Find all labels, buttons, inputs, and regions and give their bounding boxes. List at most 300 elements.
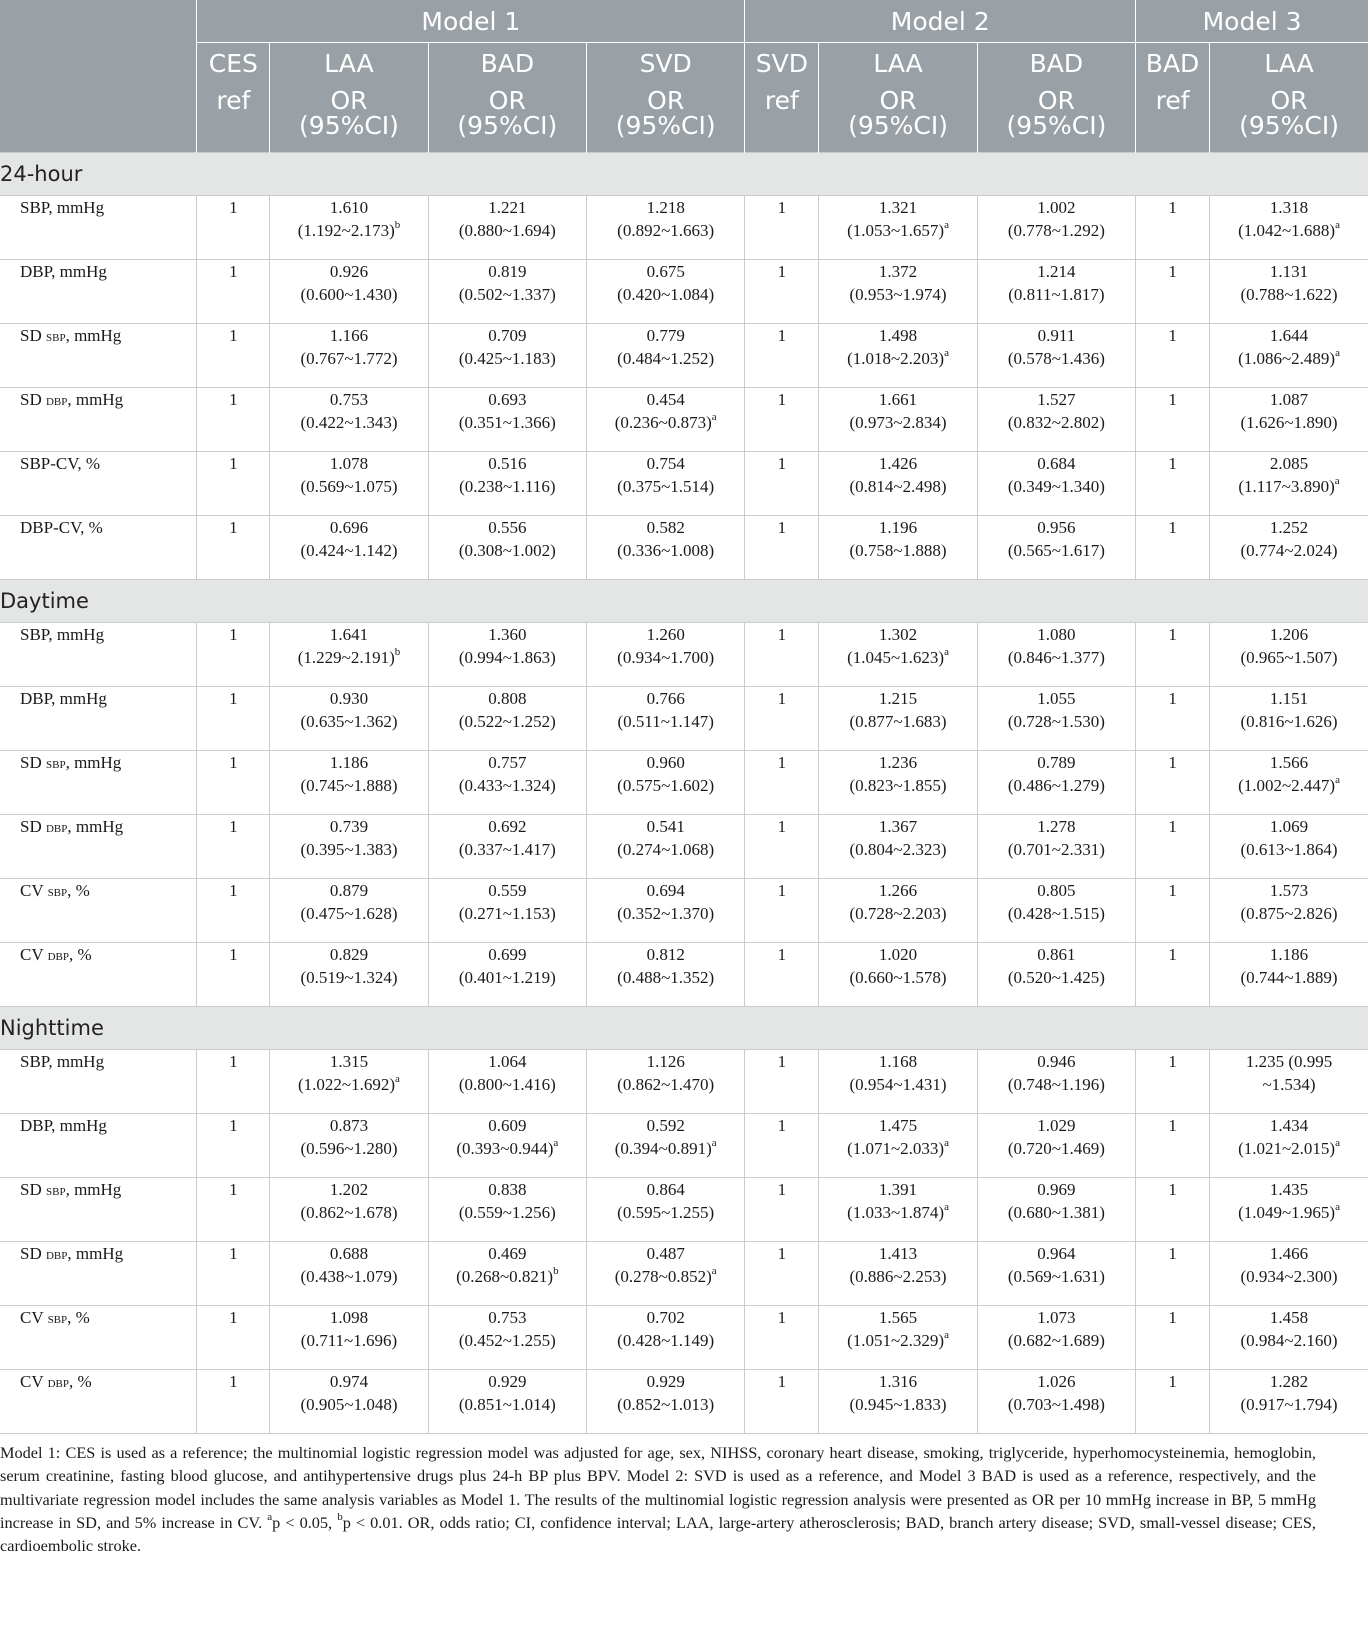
ci-line: [978, 283, 1135, 306]
or-value: 1: [777, 518, 787, 537]
or-cell: [819, 260, 977, 324]
ci-line: [270, 1137, 427, 1160]
significance-marker: a: [944, 646, 949, 659]
or-value: 0.974: [329, 1372, 369, 1391]
ci-value: (0.596~1.280): [300, 1139, 398, 1158]
or-value: 1.131: [1269, 262, 1309, 281]
ci-line: [819, 774, 976, 797]
or-cell: [1210, 452, 1368, 516]
ref-cell: [745, 1242, 819, 1306]
ci-line: [270, 219, 427, 242]
ci-value: (0.728~1.530): [1007, 712, 1105, 731]
or-cell: [819, 452, 977, 516]
row-label-subscript: DBP: [45, 1250, 68, 1262]
or-cell: [977, 260, 1135, 324]
ref-cell: [197, 1114, 270, 1178]
ci-line: [819, 411, 976, 434]
ref-cell: [745, 196, 819, 260]
row-label-suffix: , %: [68, 1372, 92, 1391]
row-label: [0, 751, 197, 815]
or-value: 1.126: [646, 1052, 685, 1071]
or-value: 1.235 (0.995: [1245, 1052, 1333, 1071]
or-cell: [1210, 751, 1368, 815]
ref-cell: [197, 687, 270, 751]
ci-value: (0.934~2.300): [1240, 1267, 1338, 1286]
ci-line: [587, 411, 744, 434]
group-header: SVD: [587, 43, 745, 85]
or-cell: [819, 687, 977, 751]
ci-value: (0.236~0.873): [614, 413, 712, 432]
ci-line: [1210, 1073, 1368, 1096]
significance-marker: a: [1335, 1137, 1340, 1150]
or-value: 1: [777, 1052, 787, 1071]
ci-value: (0.575~1.602): [617, 776, 715, 795]
ref-cell: [745, 388, 819, 452]
ref-cell: [1136, 751, 1210, 815]
or-value: 1.644: [1269, 326, 1309, 345]
ref-cell: [745, 260, 819, 324]
ci-line: [429, 411, 586, 434]
ci-line: [587, 347, 744, 370]
ref-cell: [1136, 196, 1210, 260]
or-cell: [819, 1050, 977, 1114]
or-value: 1: [777, 1180, 787, 1199]
ci-line: [270, 774, 427, 797]
ci-line: [587, 475, 744, 498]
or-cell: [587, 324, 745, 388]
or-cell: [977, 623, 1135, 687]
or-label: OR: [1270, 86, 1308, 115]
or-cell: [1210, 1242, 1368, 1306]
ci-line: [1210, 966, 1368, 989]
or-value: 1: [777, 454, 787, 473]
or-value: 0.688: [329, 1244, 369, 1263]
or-label: OR: [488, 86, 526, 115]
row-label: [0, 879, 197, 943]
or-value: 1.196: [878, 518, 918, 537]
section-title: 24-hour: [0, 153, 1368, 196]
or-value: 1: [229, 326, 238, 345]
or-value: 1: [1168, 518, 1177, 537]
or-value: 1.214: [1037, 262, 1076, 281]
ci-value: (0.680~1.381): [1007, 1203, 1105, 1222]
ci-line: [587, 646, 744, 669]
ref-cell: [745, 1050, 819, 1114]
ci-line: [587, 902, 744, 925]
ci-line: [978, 539, 1135, 562]
ci-value: (0.965~1.507): [1240, 648, 1338, 667]
or-cell: [977, 1050, 1135, 1114]
ci-value: (0.420~1.084): [617, 285, 715, 304]
ci-line: [270, 539, 427, 562]
row-label-suffix: , mmHg: [67, 1244, 124, 1263]
ci-line: [978, 838, 1135, 861]
ci-line: [819, 475, 976, 498]
ref-cell: [1136, 324, 1210, 388]
table-row: [0, 1370, 1368, 1434]
or-cell: [977, 452, 1135, 516]
or-cell: [587, 1306, 745, 1370]
or-value: 1: [1168, 1052, 1177, 1071]
or-cell: [587, 943, 745, 1007]
or-cell: [428, 196, 586, 260]
ci-value: (1.053~1.657): [847, 221, 945, 240]
or-cell: [270, 1242, 428, 1306]
or-cell: [977, 1242, 1135, 1306]
or-value: 1: [229, 390, 238, 409]
ci-value: (1.045~1.623): [847, 648, 945, 667]
or-value: 1.080: [1037, 625, 1076, 644]
ci-value: (0.569~1.075): [300, 477, 398, 496]
footnote-text-3: p < 0.01. OR, odds ratio; CI, confidence interval; LAA, large-artery atherosclerosis; BAD, branch artery disease; SVD, small-vessel disease; CES, cardioembolic stroke.: [0, 1512, 1316, 1556]
or-value: 1: [777, 262, 787, 281]
or-value: 1: [777, 1372, 787, 1391]
row-label-suffix: , mmHg: [65, 753, 122, 772]
table-footnote: [0, 1441, 1316, 1557]
footnote-text-2: p < 0.05,: [272, 1512, 338, 1532]
or-cell: [1210, 815, 1368, 879]
or-value: 1.215: [878, 689, 918, 708]
or-value: 0.873: [329, 1116, 369, 1135]
or-cell: [819, 751, 977, 815]
ci-line: [1210, 1393, 1368, 1416]
or-cell: [428, 943, 586, 1007]
row-label-text: SBP, mmHg: [20, 1052, 105, 1071]
or-value: 1.098: [329, 1308, 369, 1327]
ci-label: (95%CI): [1239, 111, 1339, 140]
ref-cell: [197, 1306, 270, 1370]
or-cell: [819, 943, 977, 1007]
ci-label: (95%CI): [615, 111, 716, 140]
ci-line: [429, 219, 586, 242]
or-value: 1: [1168, 198, 1177, 217]
or-value: 0.929: [646, 1372, 685, 1391]
ref-cell: [745, 1370, 819, 1434]
significance-marker: a: [1335, 774, 1340, 787]
or-cell: [428, 452, 586, 516]
ci-value: (0.613~1.864): [1240, 840, 1338, 859]
or-value: 1: [1168, 945, 1177, 964]
or-ci-header: [819, 84, 977, 153]
or-value: 0.541: [646, 817, 685, 836]
row-label: [0, 388, 197, 452]
ci-value: (0.433~1.324): [458, 776, 556, 795]
ci-line: [1210, 219, 1368, 242]
ci-line: [819, 902, 976, 925]
ref-cell: [197, 452, 270, 516]
ci-value: ~1.534): [1262, 1075, 1316, 1094]
row-label-text: SBP-CV, %: [20, 454, 100, 473]
or-value: 0.592: [646, 1116, 685, 1135]
ci-line: [587, 710, 744, 733]
section-row: [0, 1007, 1368, 1050]
or-cell: [270, 879, 428, 943]
ci-line: [270, 475, 427, 498]
ci-value: (0.758~1.888): [849, 541, 947, 560]
or-cell: [270, 1178, 428, 1242]
or-value: 1.186: [1269, 945, 1309, 964]
ci-value: (0.375~1.514): [617, 477, 715, 496]
or-value: 1.566: [1269, 753, 1309, 772]
or-label: OR: [330, 86, 368, 115]
or-value: 1: [229, 1180, 238, 1199]
ci-value: (0.349~1.340): [1007, 477, 1105, 496]
ref-cell: [197, 1370, 270, 1434]
or-value: 0.789: [1037, 753, 1076, 772]
row-label-subscript: SBP: [47, 887, 68, 899]
ci-line: [978, 1073, 1135, 1096]
or-cell: [587, 452, 745, 516]
or-cell: [1210, 1178, 1368, 1242]
or-ci-header: [428, 84, 586, 153]
ci-line: [1210, 1265, 1368, 1288]
section-row: [0, 580, 1368, 623]
or-value: 1: [1168, 1244, 1177, 1263]
ref-cell: [197, 324, 270, 388]
ref-cell: [745, 943, 819, 1007]
or-value: 1.206: [1269, 625, 1309, 644]
ref-cell: [1136, 516, 1210, 580]
ci-line: [819, 283, 976, 306]
ci-value: (0.917~1.794): [1240, 1395, 1338, 1414]
row-label-subscript: SBP: [45, 332, 66, 344]
ci-line: [270, 1073, 427, 1096]
group-header: LAA: [270, 43, 428, 85]
ci-line: [270, 347, 427, 370]
or-cell: [819, 324, 977, 388]
ci-line: [587, 219, 744, 242]
or-cell: [977, 1370, 1135, 1434]
or-cell: [428, 1050, 586, 1114]
or-value: 0.702: [646, 1308, 685, 1327]
or-value: 1: [229, 689, 238, 708]
or-cell: [1210, 1050, 1368, 1114]
ci-value: (1.229~2.191): [297, 648, 395, 667]
ref-cell: [745, 452, 819, 516]
group-header: CES: [197, 43, 270, 85]
ci-value: (0.778~1.292): [1007, 221, 1105, 240]
ci-value: (1.117~3.890): [1238, 477, 1335, 496]
ci-value: (0.804~2.323): [849, 840, 947, 859]
or-value: 0.582: [646, 518, 685, 537]
ref-cell: [1136, 1242, 1210, 1306]
ci-value: (0.565~1.617): [1007, 541, 1105, 560]
or-value: 0.766: [646, 689, 685, 708]
ci-line: [587, 1393, 744, 1416]
or-value: 1.166: [329, 326, 369, 345]
or-value: 1.029: [1037, 1116, 1076, 1135]
ci-value: (1.002~2.447): [1238, 776, 1336, 795]
or-cell: [819, 388, 977, 452]
ref-cell: [745, 751, 819, 815]
ci-value: (0.744~1.889): [1240, 968, 1338, 987]
ci-value: (0.945~1.833): [849, 1395, 947, 1414]
or-cell: [819, 1306, 977, 1370]
row-label: [0, 1242, 197, 1306]
or-value: 1.610: [329, 198, 369, 217]
ref-cell: [745, 815, 819, 879]
row-label-suffix: , %: [68, 945, 92, 964]
or-value: 0.812: [646, 945, 685, 964]
or-value: 1.458: [1269, 1308, 1309, 1327]
ci-line: [429, 283, 586, 306]
ci-value: (0.984~2.160): [1240, 1331, 1338, 1350]
ref-cell: [197, 751, 270, 815]
ci-value: (0.511~1.147): [617, 712, 714, 731]
or-value: 0.753: [329, 390, 369, 409]
or-cell: [819, 1242, 977, 1306]
row-label: [0, 452, 197, 516]
or-cell: [428, 623, 586, 687]
ci-value: (0.728~2.203): [849, 904, 947, 923]
ci-line: [1210, 539, 1368, 562]
or-value: 1.318: [1269, 198, 1309, 217]
or-cell: [587, 623, 745, 687]
ci-value: (0.823~1.855): [849, 776, 947, 795]
row-label: [0, 260, 197, 324]
ci-line: [587, 1073, 744, 1096]
ci-value: (0.682~1.689): [1007, 1331, 1105, 1350]
significance-marker: a: [944, 1329, 949, 1342]
or-value: 1.315: [329, 1052, 369, 1071]
ref-cell: [1136, 1114, 1210, 1178]
ci-line: [1210, 646, 1368, 669]
or-value: 1.202: [329, 1180, 369, 1199]
or-cell: [270, 452, 428, 516]
ci-value: (0.337~1.417): [458, 840, 556, 859]
or-value: 1: [777, 625, 787, 644]
ci-label: (95%CI): [848, 111, 948, 140]
or-value: 0.946: [1037, 1052, 1076, 1071]
significance-marker: a: [553, 1137, 559, 1150]
ci-value: (0.767~1.772): [300, 349, 398, 368]
or-value: 1: [229, 454, 238, 473]
ci-value: (0.816~1.626): [1240, 712, 1338, 731]
or-value: 1.218: [646, 198, 685, 217]
or-value: 1.236: [878, 753, 918, 772]
or-value: 0.487: [646, 1244, 685, 1263]
ci-value: (0.954~1.431): [849, 1075, 947, 1094]
footnote-sup-a: a: [267, 1511, 273, 1524]
or-cell: [270, 751, 428, 815]
ci-line: [270, 902, 427, 925]
ci-line: [819, 1201, 976, 1224]
significance-marker: b: [394, 219, 401, 232]
or-value: 1.435: [1269, 1180, 1309, 1199]
ref-header: ref: [745, 84, 819, 153]
or-value: 0.753: [488, 1308, 527, 1327]
or-label: OR: [879, 86, 917, 115]
or-cell: [587, 1050, 745, 1114]
group-header: BAD: [1136, 43, 1210, 85]
or-value: 1.466: [1269, 1244, 1309, 1263]
ref-cell: [197, 815, 270, 879]
ref-cell: [1136, 879, 1210, 943]
ci-line: [819, 1137, 976, 1160]
ci-line: [819, 710, 976, 733]
row-label-prefix: SD: [20, 753, 46, 772]
ci-value: (0.351~1.366): [458, 413, 556, 432]
table-row: [0, 815, 1368, 879]
ci-value: (0.424~1.142): [300, 541, 398, 560]
or-value: 1.661: [878, 390, 918, 409]
or-value: 0.684: [1037, 454, 1076, 473]
ci-line: [587, 1137, 744, 1160]
ci-line: [819, 646, 976, 669]
row-label-suffix: , mmHg: [65, 326, 122, 345]
or-value: 1: [229, 198, 238, 217]
ci-value: (0.851~1.014): [458, 1395, 556, 1414]
or-cell: [428, 388, 586, 452]
or-value: 1: [1168, 262, 1177, 281]
or-cell: [428, 1306, 586, 1370]
ci-line: [270, 1393, 427, 1416]
ci-line: [587, 1265, 744, 1288]
or-value: 1: [1168, 390, 1177, 409]
or-value: 0.964: [1037, 1244, 1076, 1263]
or-value: 1.316: [878, 1372, 918, 1391]
ci-line: [270, 646, 427, 669]
ci-line: [270, 838, 427, 861]
row-label: [0, 1178, 197, 1242]
table-row: [0, 1178, 1368, 1242]
or-value: 0.754: [646, 454, 685, 473]
or-cell: [819, 196, 977, 260]
row-label-subscript: SBP: [45, 1186, 66, 1198]
or-cell: [819, 623, 977, 687]
or-value: 1: [1168, 817, 1177, 836]
ci-value: (1.049~1.965): [1238, 1203, 1336, 1222]
ci-label: (95%CI): [457, 111, 558, 140]
or-cell: [270, 1306, 428, 1370]
or-value: 1.282: [1269, 1372, 1309, 1391]
table-row: [0, 687, 1368, 751]
ci-value: (0.846~1.377): [1007, 648, 1105, 667]
ci-value: (0.578~1.436): [1007, 349, 1105, 368]
or-value: 1: [1168, 1372, 1177, 1391]
or-value: 0.693: [488, 390, 527, 409]
or-value: 1: [777, 881, 787, 900]
or-value: 1.527: [1037, 390, 1076, 409]
significance-marker: a: [944, 219, 949, 232]
or-cell: [428, 260, 586, 324]
ci-value: (0.832~2.802): [1007, 413, 1105, 432]
ref-cell: [197, 260, 270, 324]
table-row: [0, 324, 1368, 388]
or-value: 1: [1168, 753, 1177, 772]
ref-cell: [1136, 943, 1210, 1007]
or-value: 1.372: [878, 262, 918, 281]
or-value: 1: [777, 689, 787, 708]
or-value: 0.819: [488, 262, 527, 281]
or-value: 1.641: [329, 625, 369, 644]
ci-value: (0.711~1.696): [300, 1331, 398, 1350]
ci-line: [1210, 710, 1368, 733]
or-value: 0.926: [329, 262, 369, 281]
ci-line: [270, 710, 427, 733]
ci-line: [819, 1329, 976, 1352]
or-value: 1.565: [878, 1308, 918, 1327]
or-cell: [1210, 623, 1368, 687]
or-value: 1: [777, 1308, 787, 1327]
or-cell: [270, 943, 428, 1007]
or-value: 1: [229, 1244, 238, 1263]
ci-value: (0.238~1.116): [459, 477, 556, 496]
ci-line: [429, 1329, 586, 1352]
ref-cell: [197, 1050, 270, 1114]
ci-line: [1210, 347, 1368, 370]
or-cell: [1210, 687, 1368, 751]
